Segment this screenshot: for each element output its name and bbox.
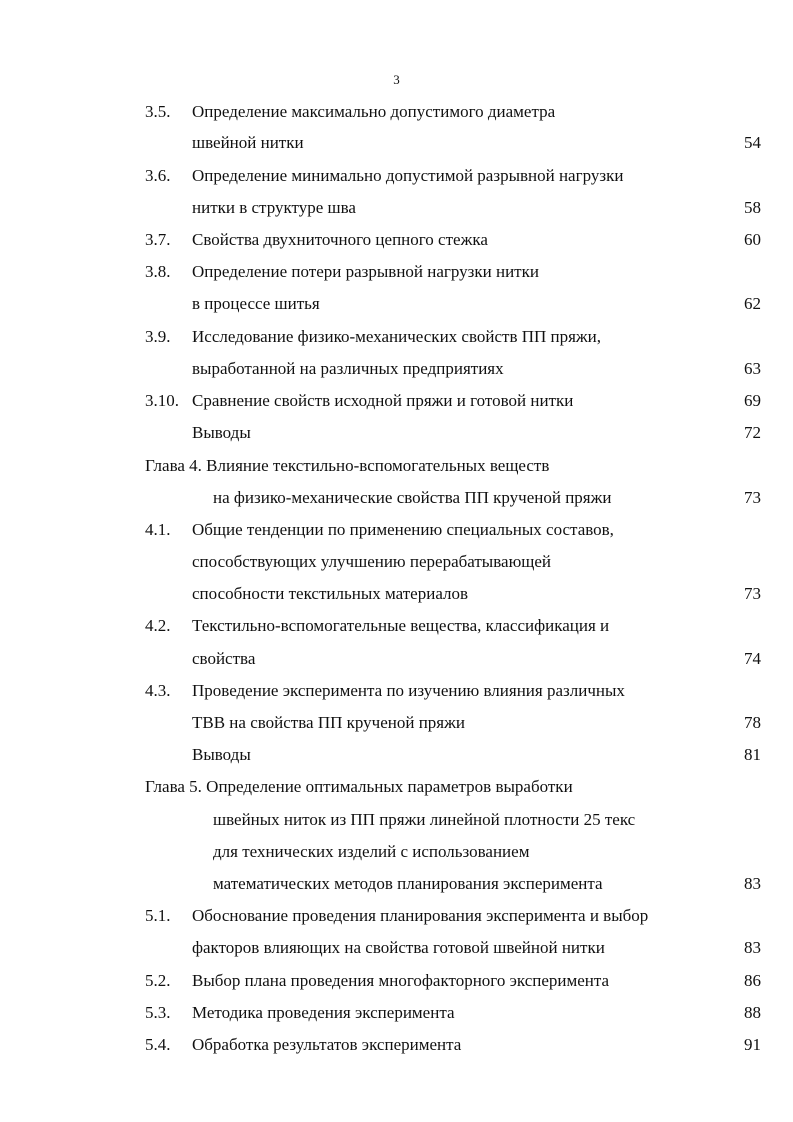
toc-entry-page: 54 xyxy=(744,133,761,152)
toc-entry-page: 88 xyxy=(744,1003,761,1022)
toc-entry-number: 4.1. xyxy=(145,520,171,539)
toc-entry-page: 91 xyxy=(744,1035,761,1054)
toc-entry-title: Определение максимально допустимого диаметра xyxy=(192,102,556,121)
toc-entry-page: 73 xyxy=(744,584,761,603)
toc-line xyxy=(0,840,793,864)
toc-entry-page: 63 xyxy=(744,359,761,378)
toc-entry-title: выработанной на различных предприятиях xyxy=(192,359,504,378)
toc-entry-title: Обоснование проведения планирования эксперимента и выбор xyxy=(192,906,649,925)
toc-entry-title: свойства xyxy=(192,649,256,668)
toc-entry-title: швейных ниток из ПП пряжи линейной плотности 25 текс xyxy=(213,810,636,829)
toc-entry-title: для технических изделий с использованием xyxy=(213,842,530,861)
toc-entry-page: 73 xyxy=(744,488,761,507)
toc-entry-number: 5.3. xyxy=(145,1003,171,1022)
toc-entry-number: 5.1. xyxy=(145,906,171,925)
toc-chapter-title: Глава 5. Определение оптимальных параметров выработки xyxy=(145,777,573,796)
toc-entry-number: 4.3. xyxy=(145,681,171,700)
toc-line xyxy=(0,614,793,638)
toc-line xyxy=(0,936,793,960)
toc-entry-page: 72 xyxy=(744,423,761,442)
toc-line xyxy=(0,325,793,349)
toc-entry-title: Выбор плана проведения многофакторного эксперимента xyxy=(192,971,610,990)
toc-entry-number: 3.6. xyxy=(145,166,171,185)
toc-chapter-title: Глава 4. Влияние текстильно-вспомогательных веществ xyxy=(145,456,550,475)
toc-line xyxy=(0,196,793,220)
toc-entry-number: 3.10. xyxy=(145,391,179,410)
toc-entry-page: 58 xyxy=(744,198,761,217)
toc-entry-page: 60 xyxy=(744,230,761,249)
toc-line xyxy=(0,969,793,993)
toc-line xyxy=(0,808,793,832)
toc-line xyxy=(0,1001,793,1025)
toc-entry-title: швейной нитки xyxy=(192,133,304,152)
toc-line xyxy=(0,486,793,510)
toc-line xyxy=(0,679,793,703)
toc-entry-title: Определение потери разрывной нагрузки нитки xyxy=(192,262,539,281)
toc-entry-title: способности текстильных материалов xyxy=(192,584,469,603)
toc-entry-title: Методика проведения эксперимента xyxy=(192,1003,455,1022)
page-number: 3 xyxy=(393,72,400,87)
toc-line xyxy=(0,647,793,671)
toc-line xyxy=(0,131,793,155)
toc-line xyxy=(0,872,793,896)
toc-entry-title: Выводы xyxy=(192,423,251,442)
toc-entry-page: 83 xyxy=(744,938,761,957)
toc-line xyxy=(0,518,793,542)
toc-line xyxy=(0,260,793,284)
toc-entry-title: Обработка результатов эксперимента xyxy=(192,1035,462,1054)
toc-entry-number: 3.7. xyxy=(145,230,171,249)
toc-chapter-line xyxy=(0,454,793,478)
toc-entry-page: 74 xyxy=(744,649,761,668)
toc-line xyxy=(0,421,793,445)
toc-entry-title: способствующих улучшению перерабатывающей xyxy=(192,552,552,571)
toc-line xyxy=(0,904,793,928)
toc-line xyxy=(0,292,793,316)
toc-chapter-line xyxy=(0,775,793,799)
toc-line xyxy=(0,582,793,606)
toc-entry-number: 3.8. xyxy=(145,262,171,281)
toc-entry-title: ТВВ на свойства ПП крученой пряжи xyxy=(192,713,465,732)
toc-line xyxy=(0,1033,793,1057)
toc-entry-title: Сравнение свойств исходной пряжи и готовой нитки xyxy=(192,391,574,410)
toc-entry-title: Текстильно-вспомогательные вещества, классификация и xyxy=(192,616,610,635)
toc-entry-page: 78 xyxy=(744,713,761,732)
toc-entry-page: 69 xyxy=(744,391,761,410)
toc-entry-page: 62 xyxy=(744,294,761,313)
toc-entry-number: 5.2. xyxy=(145,971,171,990)
toc-entry-title: Исследование физико-механических свойств ПП пряжи, xyxy=(192,327,602,346)
toc-line xyxy=(0,743,793,767)
toc-entry-number: 3.5. xyxy=(145,102,171,121)
toc-line xyxy=(0,711,793,735)
toc-entry-number: 4.2. xyxy=(145,616,171,635)
toc-entry-title: Определение минимально допустимой разрывной нагрузки xyxy=(192,166,624,185)
toc-entry-title: в процессе шитья xyxy=(192,294,320,313)
toc-entry-page: 81 xyxy=(744,745,761,764)
toc-entry-number: 3.9. xyxy=(145,327,171,346)
toc-entry-title: Общие тенденции по применению специальных составов, xyxy=(192,520,614,539)
toc-entry-page: 83 xyxy=(744,874,761,893)
toc-entry-title: Проведение эксперимента по изучению влияния различных xyxy=(192,681,625,700)
toc-entry-title: нитки в структуре шва xyxy=(192,198,356,217)
toc-line xyxy=(0,550,793,574)
toc-entry-title: на физико-механические свойства ПП крученой пряжи xyxy=(213,488,612,507)
toc-entry-title: Выводы xyxy=(192,745,251,764)
toc-line xyxy=(0,357,793,381)
toc-line xyxy=(0,228,793,252)
toc-entry-page: 86 xyxy=(744,971,761,990)
toc-entry-title: факторов влияющих на свойства готовой швейной нитки xyxy=(192,938,605,957)
toc-line xyxy=(0,100,793,124)
toc-entry-number: 5.4. xyxy=(145,1035,171,1054)
toc-line xyxy=(0,389,793,413)
toc-entry-title: Свойства двухниточного цепного стежка xyxy=(192,230,488,249)
toc-line xyxy=(0,164,793,188)
toc-entry-title: математических методов планирования эксперимента xyxy=(213,874,603,893)
